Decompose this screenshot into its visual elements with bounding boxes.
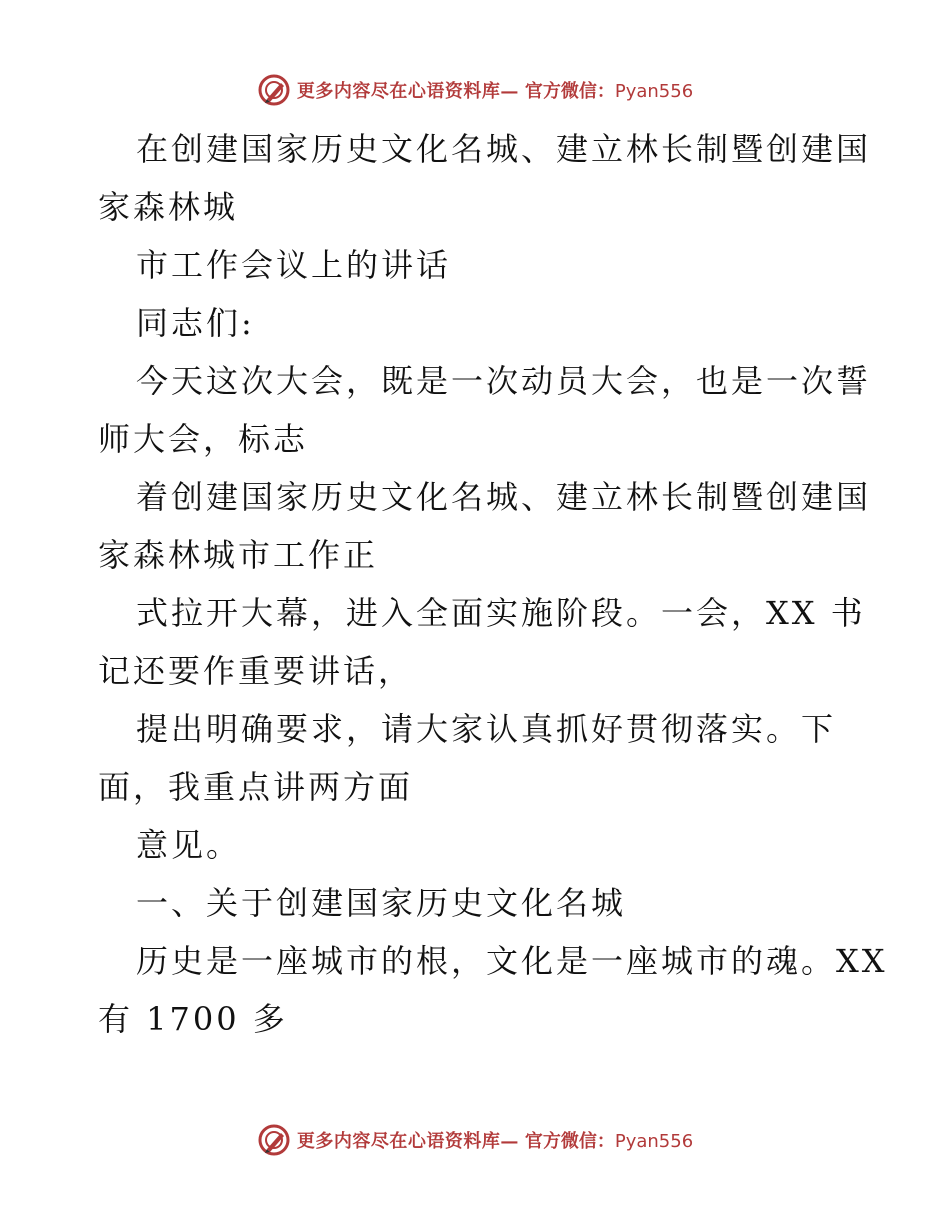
body-line: 家森林城	[98, 188, 239, 226]
watermark-contact-id: Pyan556	[614, 1131, 694, 1152]
watermark-brand-text: 更多内容尽在心语资料库—	[296, 1131, 519, 1152]
watermark-brand-text: 更多内容尽在心语资料库—	[296, 81, 519, 102]
watermark-contact-id: Pyan556	[614, 81, 694, 102]
pen-logo-icon	[257, 73, 291, 107]
body-line: 市工作会议上的讲话	[136, 246, 452, 284]
body-line: 记还要作重要讲话，	[98, 652, 414, 690]
watermark-contact-label: 官方微信：	[524, 81, 615, 102]
body-line: 意见。	[136, 826, 242, 864]
header-watermark-banner	[0, 70, 950, 110]
watermark-contact	[525, 77, 693, 103]
section-heading: 一、关于创建国家历史文化名城	[136, 884, 627, 922]
body-line: 面，我重点讲两方面	[98, 768, 414, 806]
body-line: 师大会，标志	[98, 420, 309, 458]
pen-logo-icon	[257, 1123, 291, 1157]
watermark-contact	[525, 1127, 693, 1153]
body-line: 今天这次大会，既是一次动员大会，也是一次誓	[136, 362, 872, 400]
body-line: 式拉开大幕，进入全面实施阶段。一会，XX 书	[136, 594, 866, 632]
body-line: 在创建国家历史文化名城、建立林长制暨创建国	[136, 130, 872, 168]
body-line: 有 1700 多	[98, 1000, 288, 1038]
body-line: 同志们:	[136, 304, 255, 342]
body-line: 历史是一座城市的根，文化是一座城市的魂。XX	[136, 942, 888, 980]
body-line: 家森林城市工作正	[98, 536, 379, 574]
document-body	[98, 120, 888, 1048]
footer-watermark-banner	[0, 1120, 950, 1160]
body-line: 着创建国家历史文化名城、建立林长制暨创建国	[136, 478, 872, 516]
body-line: 提出明确要求，请大家认真抓好贯彻落实。下	[136, 710, 837, 748]
watermark-contact-label: 官方微信：	[524, 1131, 615, 1152]
